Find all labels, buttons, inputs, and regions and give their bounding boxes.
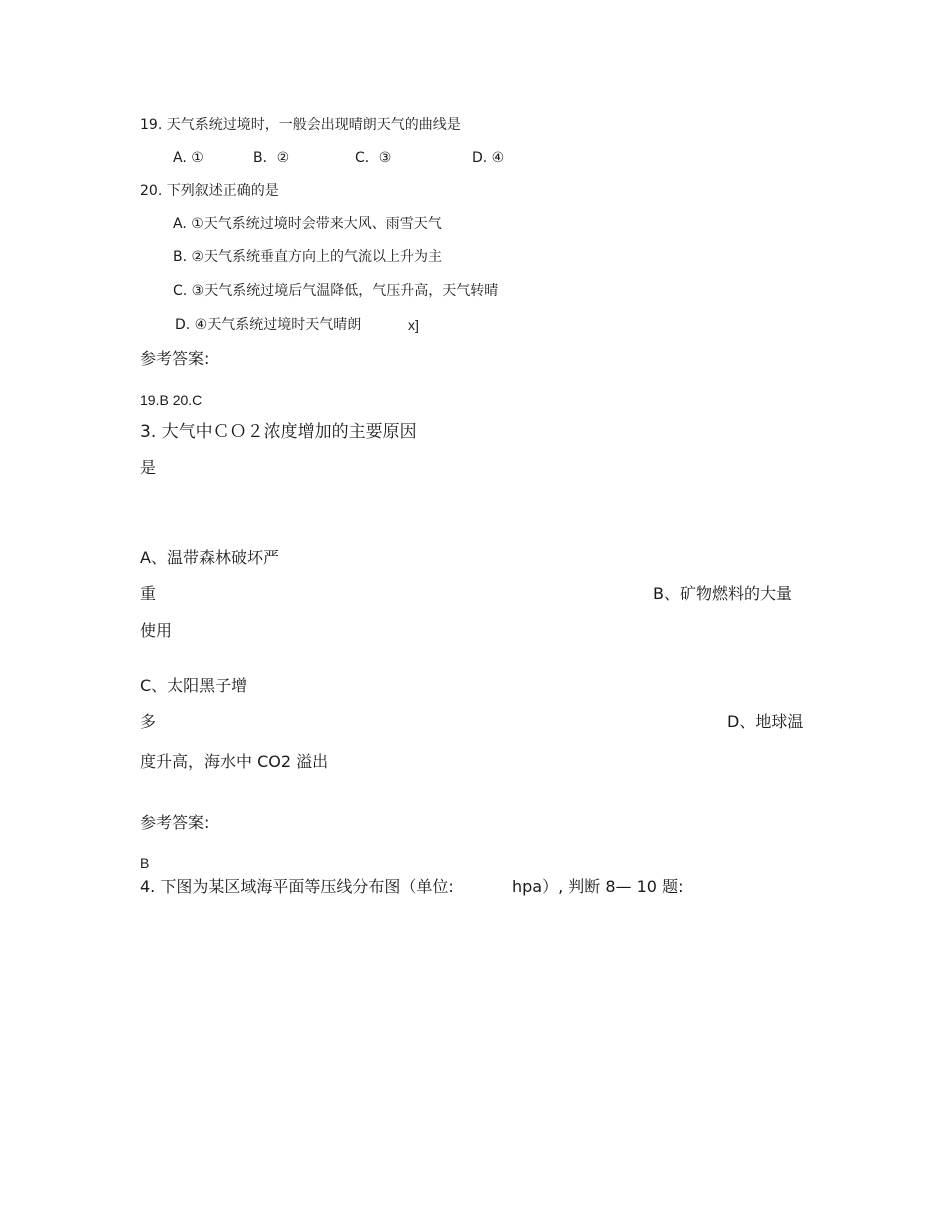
q19-option-b: B．② xyxy=(253,150,290,166)
answer-value-1: 19.B 20.C xyxy=(140,392,203,408)
q3-option-c-line2: 多 xyxy=(140,712,157,731)
q20-option-c: C. ③天气系统过境后气温降低，气压升高，天气转晴 xyxy=(173,283,499,299)
answer-label-2: 参考答案: xyxy=(140,813,210,832)
q20-option-d: D. ④天气系统过境时天气晴朗 xyxy=(175,317,362,333)
q3-stem-line2: 是 xyxy=(140,458,157,477)
q3-option-b-line2: 使用 xyxy=(140,621,173,640)
q3-option-d-line2: 度升高，海水中 CO2 溢出 xyxy=(140,752,329,771)
q20-stem: 20. 下列叙述正确的是 xyxy=(140,183,279,199)
q3-option-d-line1: D、地球温 xyxy=(727,712,804,731)
q20-option-a: A. ①天气系统过境时会带来大风、雨雪天气 xyxy=(173,216,442,232)
q3-option-a-line1: A、温带森林破坏严 xyxy=(140,548,279,567)
q4-stem-part1: 4. 下图为某区域海平面等压线分布图（单位: xyxy=(140,877,454,896)
q19-option-d: D. ④ xyxy=(472,150,505,166)
q20-stray-mark: x] xyxy=(408,317,419,333)
q3-option-a-line2: 重 xyxy=(140,584,157,603)
q19-option-a: A. ① xyxy=(173,150,204,166)
q19-option-c: C．③ xyxy=(355,150,392,166)
answer-label-1: 参考答案: xyxy=(140,349,210,368)
q4-stem-part2: hpa）, 判断 8— 10 题: xyxy=(512,877,684,896)
q3-option-c-line1: C、太阳黑子增 xyxy=(140,676,248,695)
q3-option-b-line1: B、矿物燃料的大量 xyxy=(653,584,792,603)
q20-option-b: B. ②天气系统垂直方向上的气流以上升为主 xyxy=(173,249,443,265)
q19-stem: 19. 天气系统过境时，一般会出现晴朗天气的曲线是 xyxy=(140,117,461,133)
q3-stem-line1: 3. 大气中ＣＯ２浓度增加的主要原因 xyxy=(140,422,417,442)
answer-value-2: B xyxy=(140,855,150,871)
